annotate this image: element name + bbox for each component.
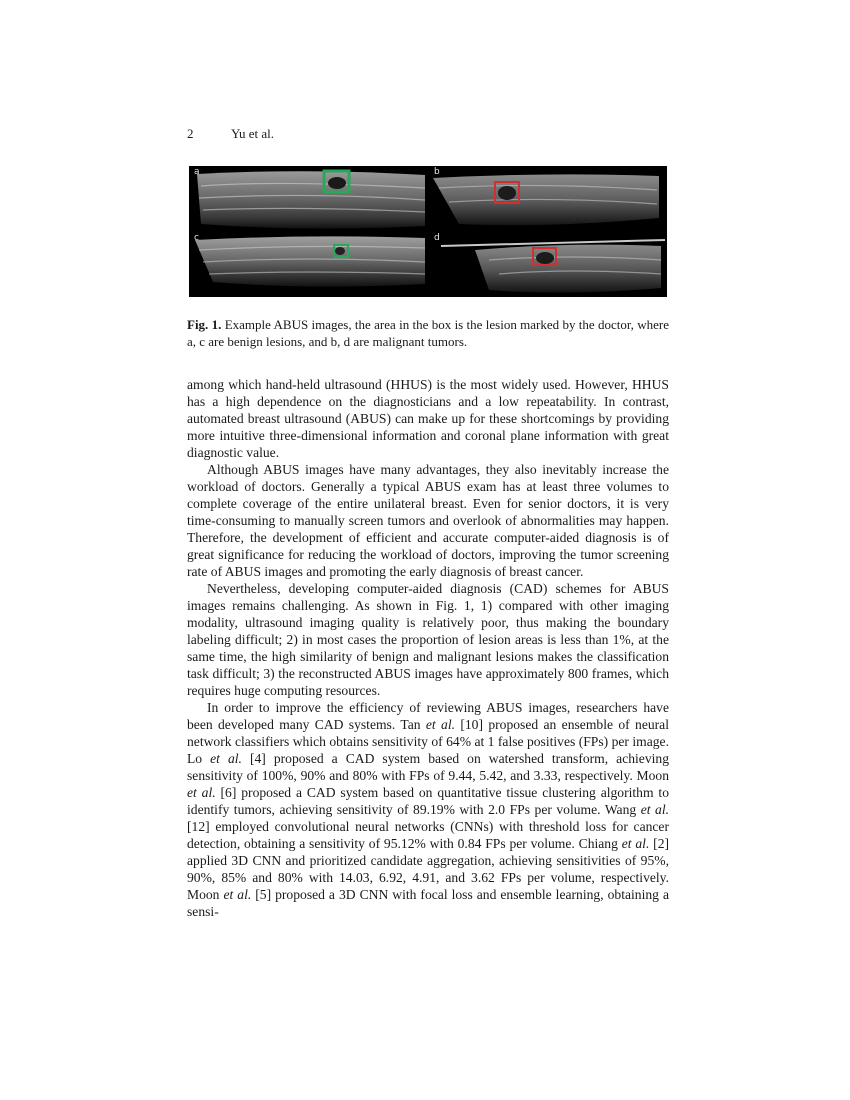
paragraph-2: Although ABUS images have many advantages, they also inevitably increase the workload of doctors. Generally a typical ABUS exam has at least three volumes to complete coverage of the entire unilateral breast. Even for senior doctors, it is very time-consuming to manually screen tumors and overlook of abnormalities may happen. Therefore, the development of efficient and accurate computer-aided diagnosis is of great significance for reducing the workload of doctors, improving the tumor screening rate of ABUS images and promoting the early diagnosis of breast cancer.	[187, 462, 669, 579]
paragraph-3: Nevertheless, developing computer-aided diagnosis (CAD) schemes for ABUS images remains challenging. As shown in Fig. 1, 1) compared with other imaging modality, ultrasound imaging quality is relatively poor, thus making the boundary labeling difficult; 2) in most cases the proportion of lesion areas is less than 1%, at the same time, the high similarity of benign and malignant lesions makes the classification task difficult; 3) the reconstructed ABUS images have approximately 800 frames, which requires huge computing resources.	[187, 581, 669, 698]
running-title: Yu et al.	[231, 126, 274, 141]
page-number: 2	[187, 126, 194, 141]
paragraph-4: In order to improve the efficiency of reviewing ABUS images, researchers have been developed many CAD systems. Tan et al. [10] proposed an ensemble of neural network classifiers which obtains sensitivity of 64% at 1 false positives (FPs) per image. Lo et al. [4] proposed a CAD system based on watershed transform, achieving sensitivity of 100%, 90% and 80% with FPs of 9.44, 5.42, and 3.33, respectively. Moon et al. [6] proposed a CAD system based on quantitative tissue clustering algorithm to identify tumors, achieving sensitivity of 89.19% with 2.0 FPs per volume. Wang et al. [12] employed convolutional neural networks (CNNs) with threshold loss for cancer detection, obtaining a sensitivity of 95.12% with 0.84 FPs per volume. Chiang et al. [2] applied 3D CNN and prioritized candidate aggregation, achieving sensitivities of 95%, 90%, 85% and 80% with 14.03, 6.92, 4.91, and 3.62 FPs per volume, respectively. Moon et al. [5] proposed a 3D CNN with focal loss and ensemble learning, obtaining a sensi-	[187, 700, 670, 919]
paragraph-1: among which hand-held ultrasound (HHUS) is the most widely used. However, HHUS has a high dependence on the diagnosticians and a low repeatability. In contrast, automated breast ultrasound (ABUS) can make up for these shortcomings by providing more intuitive three-dimensional information and coronal plane information with great diagnostic value.	[187, 377, 669, 460]
panel-label-a: a	[194, 167, 200, 177]
panel-label-c: c	[194, 233, 199, 243]
ultrasound-panel-a	[189, 166, 427, 231]
ultrasound-panel-d	[429, 232, 667, 297]
figure-1	[189, 166, 667, 297]
caption-label: Fig. 1.	[187, 317, 222, 332]
caption-text: Example ABUS images, the area in the box is the lesion marked by the doctor, where a, c are benign lesions, and b, d are malignant tumors.	[187, 317, 670, 349]
ultrasound-panel-c	[189, 232, 427, 297]
running-header	[187, 126, 274, 142]
panel-label-d: d	[434, 233, 440, 243]
ultrasound-panel-b	[429, 166, 667, 231]
panel-label-b: b	[434, 167, 440, 177]
body-text	[187, 376, 669, 920]
figure-caption	[187, 316, 669, 350]
